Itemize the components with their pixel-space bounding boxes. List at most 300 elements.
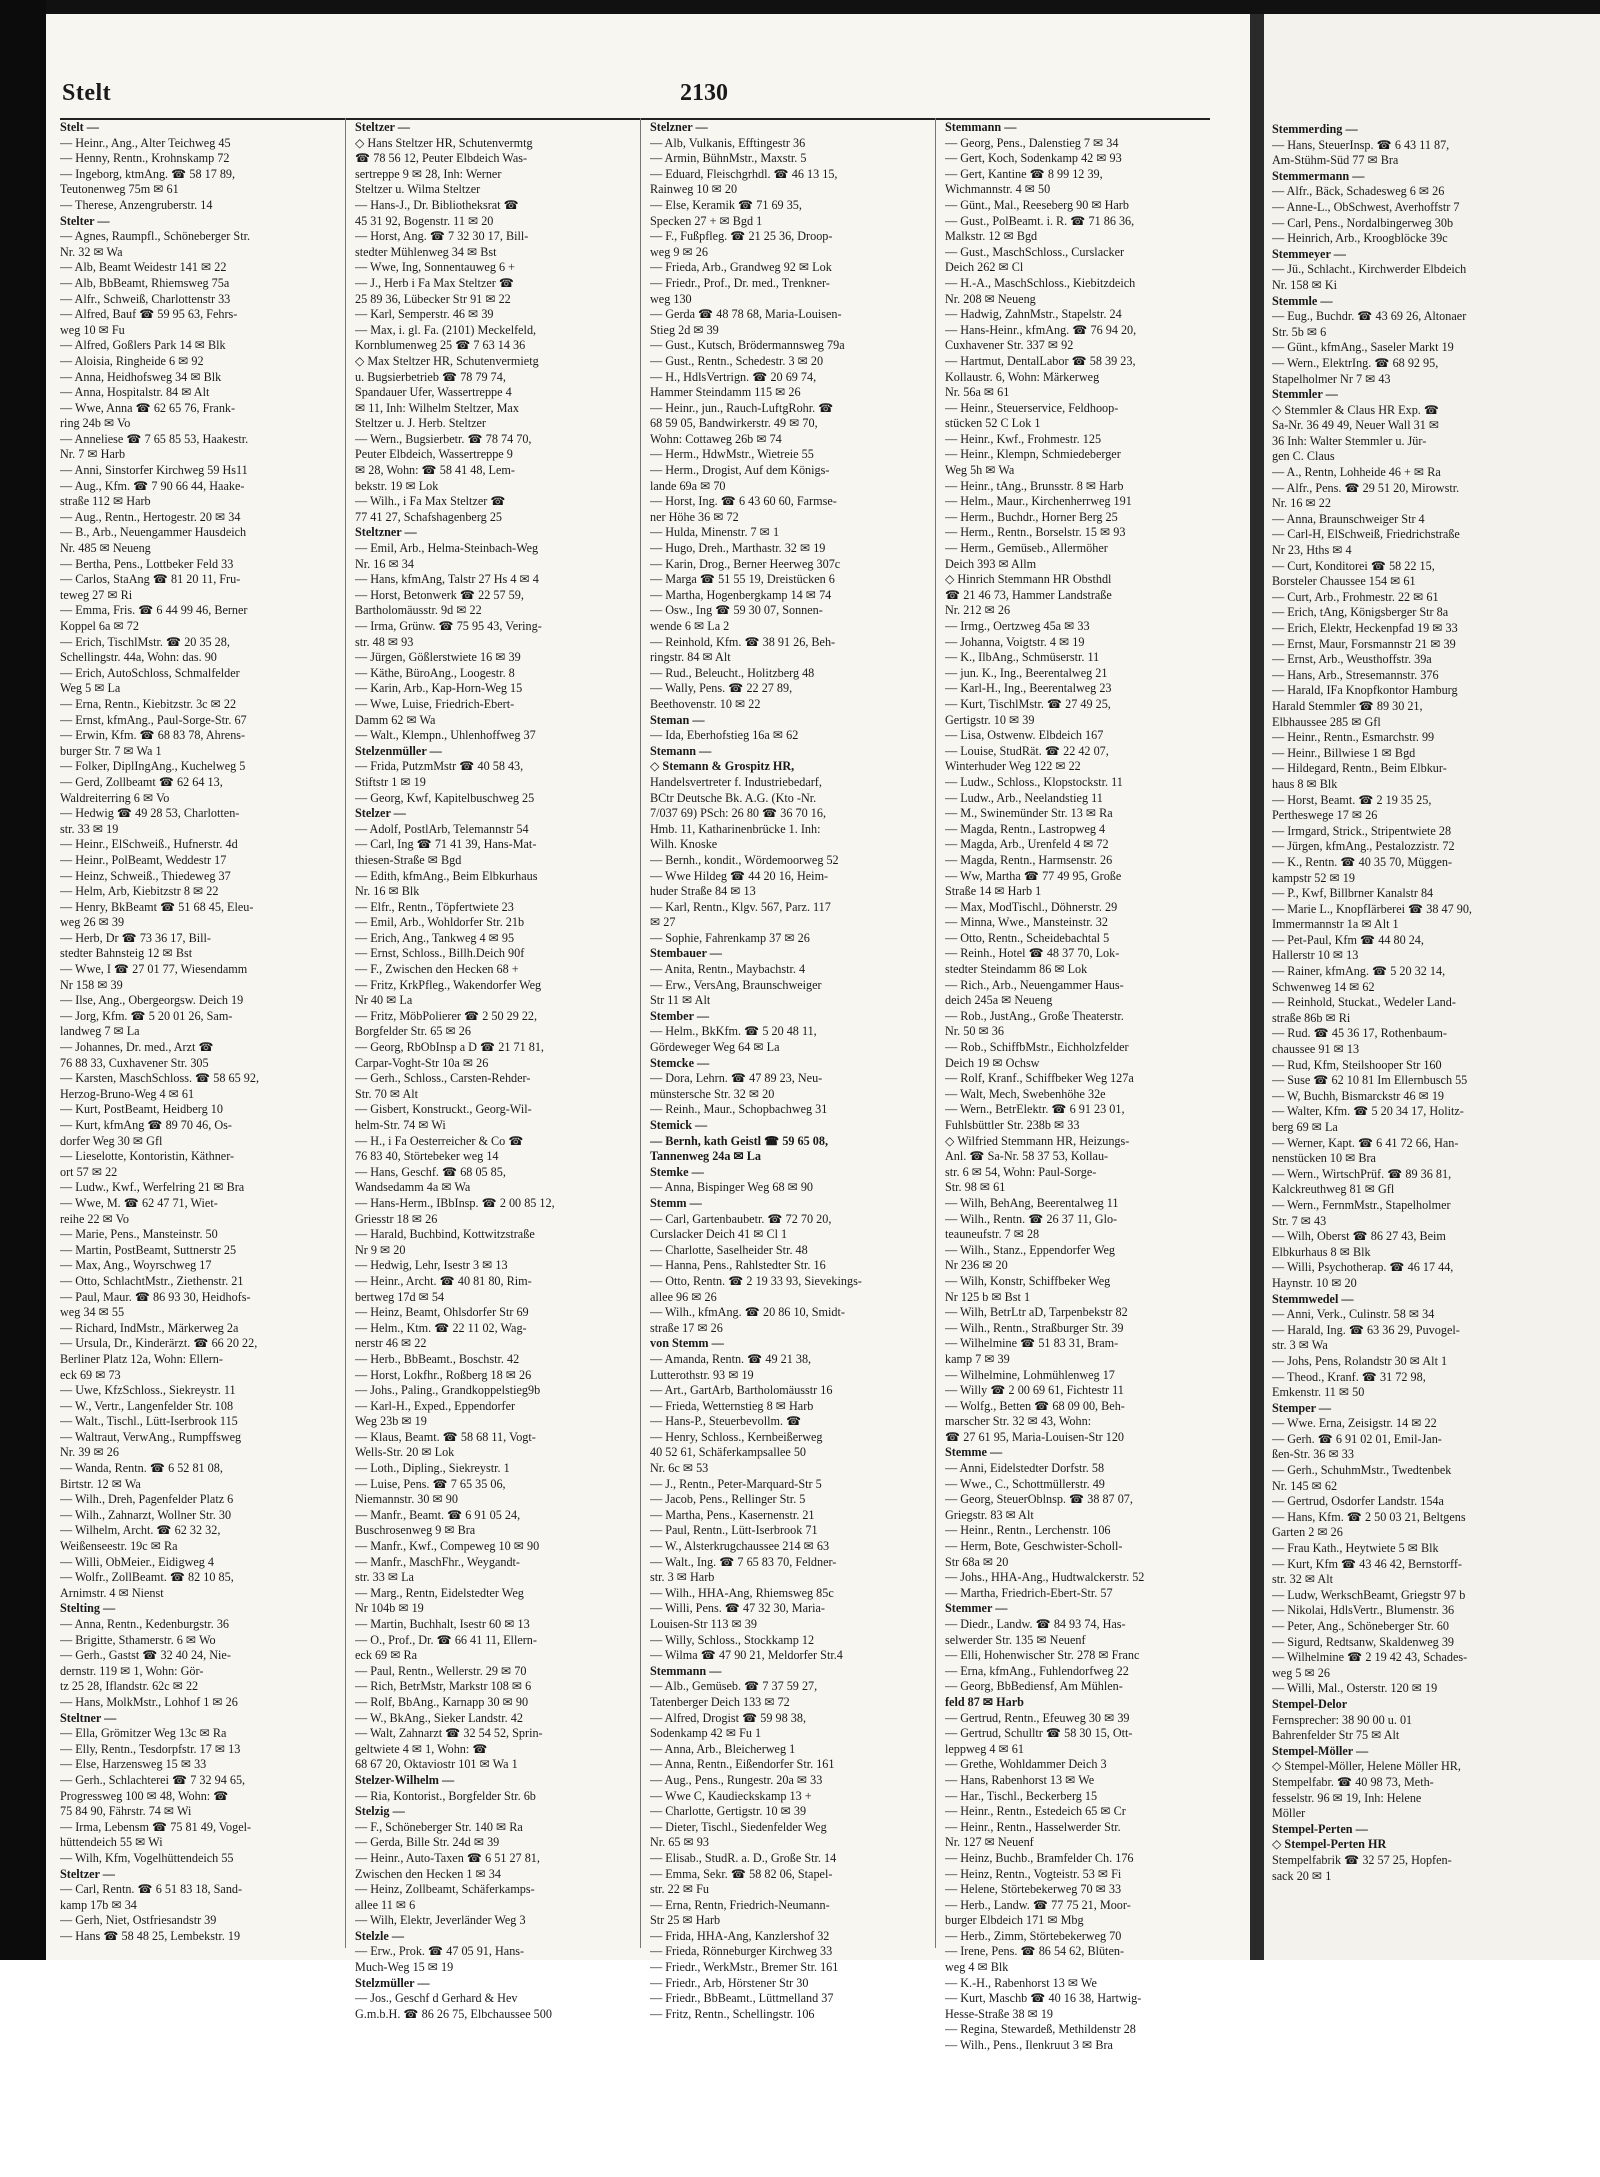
directory-entry: ringstr. 84 ✉ Alt xyxy=(650,650,731,665)
directory-entry: kampstr 52 ✉ 19 xyxy=(1272,870,1355,885)
directory-entry: chaussee 91 ✉ 13 xyxy=(1272,1042,1360,1057)
directory-entry: — Curt, Arb., Frohmestr. 22 ✉ 61 xyxy=(1272,589,1439,604)
directory-entry: — Rob., JustAng., Große Theaterstr. xyxy=(945,1008,1124,1023)
directory-entry: str. 3 ✉ Harb xyxy=(650,1570,715,1585)
directory-entry: — Charlotte, Saselheider Str. 48 xyxy=(650,1242,808,1257)
directory-entry: — Kurt, TischlMstr. ☎ 27 49 25, xyxy=(945,696,1111,711)
directory-entry: Nr. 65 ✉ 93 xyxy=(650,1835,709,1850)
directory-entry: Nr. 16 ✉ 22 xyxy=(1272,496,1331,511)
directory-entry: — W., Vertr., Langenfelder Str. 108 xyxy=(60,1398,234,1413)
directory-entry: — Heinr., Rentn., Lerchenstr. 106 xyxy=(945,1523,1111,1538)
directory-entry: — Herb., Landw. ☎ 77 75 21, Moor- xyxy=(945,1897,1131,1912)
directory-entry: — Wilh., Rentn. ☎ 26 37 11, Glo- xyxy=(945,1211,1118,1226)
directory-entry: nerstr 46 ✉ 22 xyxy=(355,1336,427,1351)
directory-entry: Winterhuder Weg 122 ✉ 22 xyxy=(945,759,1081,774)
directory-entry: — Rich, BetrMstr, Markstr 108 ✉ 6 xyxy=(355,1679,532,1694)
directory-entry: — jun. K., Ing., Beerentalweg 21 xyxy=(945,665,1108,680)
directory-entry: geltwiete 4 ✉ 1, Wohn: ☎ xyxy=(355,1741,488,1756)
directory-entry: — Helene, Störtebekerweg 70 ✉ 33 xyxy=(945,1882,1122,1897)
directory-entry: — Sigurd, Redtsanw, Skaldenweg 39 xyxy=(1272,1634,1455,1649)
surname-heading: Stemm — xyxy=(650,1195,702,1210)
column-rule xyxy=(935,118,936,1948)
directory-entry: Am-Stühm-Süd 77 ✉ Bra xyxy=(1272,153,1399,168)
directory-entry: — Ludw., Kwf., Werfelring 21 ✉ Bra xyxy=(60,1180,245,1195)
directory-entry: Nr. 50 ✉ 36 xyxy=(945,1024,1004,1039)
directory-entry: Str 11 ✉ Alt xyxy=(650,993,711,1008)
directory-entry: Nr. 485 ✉ Neueng xyxy=(60,541,151,556)
directory-entry: Stempelfabr. ☎ 40 98 73, Meth- xyxy=(1272,1774,1434,1789)
directory-entry: — Wilhelm, Archt. ☎ 62 32 32, xyxy=(60,1523,221,1538)
directory-entry: — Georg, SteuerOblnsp. ☎ 38 87 07, xyxy=(945,1492,1133,1507)
directory-entry: — Emil, Arb., Wohldorfer Str. 21b xyxy=(355,915,525,930)
directory-entry: — Karin, Arb., Kap-Horn-Weg 15 xyxy=(355,681,523,696)
directory-entry: — Hans ☎ 58 48 25, Lembekstr. 19 xyxy=(60,1928,241,1943)
directory-entry: Tannenweg 24a ✉ La xyxy=(650,1149,762,1164)
directory-entry: — Ella, Grömitzer Weg 13c ✉ Ra xyxy=(60,1726,227,1741)
directory-entry: — Adolf, PostlArb, Telemannstr 54 xyxy=(355,821,529,836)
directory-entry: münstersche Str. 32 ✉ 20 xyxy=(650,1086,775,1101)
directory-entry: — Carlos, StaAng ☎ 81 20 11, Fru- xyxy=(60,572,241,587)
directory-entry: — Horst, Lokfhr., Roßberg 18 ✉ 26 xyxy=(355,1367,532,1382)
directory-entry: — Wwe. Erna, Zeisigstr. 14 ✉ 22 xyxy=(1272,1416,1437,1431)
directory-entry: Griesstr 18 ✉ 26 xyxy=(355,1211,438,1226)
directory-entry: — Georg, RbObInsp a D ☎ 21 71 81, xyxy=(355,1040,544,1055)
directory-entry: Schellingstr. 44a, Wohn: das. 90 xyxy=(60,650,217,665)
directory-entry: — Karsten, MaschSchloss. ☎ 58 65 92, xyxy=(60,1071,259,1086)
directory-entry: — Magda, Rentn., Harmsenstr. 26 xyxy=(945,852,1113,867)
directory-entry: — Herm., Rentn., Borselstr. 15 ✉ 93 xyxy=(945,525,1126,540)
directory-entry: — Hildegard, Rentn., Beim Elbkur- xyxy=(1272,761,1447,776)
directory-entry: — H.-A., MaschSchloss., Kiebitzdeich xyxy=(945,275,1136,290)
directory-entry: Nr 9 ✉ 20 xyxy=(355,1242,406,1257)
directory-entry: sertreppe 9 ✉ 28, Inh: Werner xyxy=(355,166,502,181)
directory-entry: — Elfr., Rentn., Töpfertwiete 23 xyxy=(355,899,514,914)
directory-entry: hüttendeich 55 ✉ Wi xyxy=(60,1835,163,1850)
directory-entry: — Rud., Beleucht., Holitzberg 48 xyxy=(650,665,815,680)
directory-entry: — Erw., VersAng, Braunschweiger xyxy=(650,977,822,992)
directory-entry: — Wwe, M. ☎ 62 47 71, Wiet- xyxy=(60,1195,218,1210)
directory-entry: Nr 23, Hths ✉ 4 xyxy=(1272,543,1352,558)
directory-entry: — Johanna, Voigtstr. 4 ✉ 19 xyxy=(945,634,1085,649)
directory-entry: eck 69 ✉ Ra xyxy=(355,1648,417,1663)
directory-entry: — Paul, Rentn., Lütt-Iserbrook 71 xyxy=(650,1523,818,1538)
directory-entry: Nr. 56a ✉ 61 xyxy=(945,385,1010,400)
surname-heading: Stempel-Perten — xyxy=(1272,1821,1368,1836)
directory-entry: — Henny, Rentn., Krohnskamp 72 xyxy=(60,151,230,166)
directory-entry: — Magda, Rentn., Lastropweg 4 xyxy=(945,821,1106,836)
directory-entry: — Rich., Arb., Neuengammer Haus- xyxy=(945,977,1124,992)
directory-entry: berg 69 ✉ La xyxy=(1272,1120,1338,1134)
directory-entry: — Carl, Rentn. ☎ 6 51 83 18, Sand- xyxy=(60,1882,243,1897)
directory-entry: — Elisab., StudR. a. D., Große Str. 14 xyxy=(650,1850,837,1865)
directory-entry: Teutonenweg 75m ✉ 61 xyxy=(60,182,179,197)
directory-entry: — Karl, Rentn., Klgv. 567, Parz. 117 xyxy=(650,899,831,914)
directory-entry: — Heinr., Billwiese 1 ✉ Bgd xyxy=(1272,745,1416,760)
directory-entry: — Bernh., kondit., Wördemoorweg 52 xyxy=(650,852,839,867)
directory-entry: — Georg, BbBediensf, Am Mühlen- xyxy=(945,1679,1123,1694)
directory-entry: — Heinr., jun., Rauch-LuftgRohr. ☎ xyxy=(650,400,834,415)
directory-entry: — Fritz, KrkPfleg., Wakendorfer Weg xyxy=(355,977,542,992)
directory-entry: dernstr. 119 ✉ 1, Wohn: Gör- xyxy=(60,1663,204,1678)
surname-heading: Stempel-Möller — xyxy=(1272,1743,1369,1758)
directory-entry: — Walt, Zahnarzt ☎ 32 54 52, Sprin- xyxy=(355,1726,543,1741)
directory-entry: u. Bugsierbetrieb ☎ 78 79 74, xyxy=(355,369,506,384)
directory-entry: weg 34 ✉ 55 xyxy=(60,1305,125,1320)
surname-heading: Stemper — xyxy=(1272,1400,1332,1415)
directory-entry: — Wilh., kfmAng. ☎ 20 86 10, Smidt- xyxy=(650,1305,845,1320)
directory-entry: — Georg, Pens., Dalenstieg 7 ✉ 34 xyxy=(945,135,1119,150)
directory-entry: — Hans-J., Dr. Bibliotheksrat ☎ xyxy=(355,197,519,212)
directory-entry: Much-Weg 15 ✉ 19 xyxy=(355,1960,454,1975)
directory-entry: — Aug., Kfm. ☎ 7 90 66 44, Haake- xyxy=(60,478,245,493)
directory-entry: ✉ 28, Wohn: ☎ 58 41 48, Lem- xyxy=(355,463,515,478)
directory-entry: 25 89 36, Lübecker Str 91 ✉ 22 xyxy=(355,291,511,306)
directory-entry: ◇ Max Steltzer HR, Schutenvermietg xyxy=(355,353,539,368)
directory-entry: — J., Herb i Fa Max Steltzer ☎ xyxy=(355,275,515,290)
directory-entry: — Herm, Bote, Geschwister-Scholl- xyxy=(945,1539,1123,1554)
directory-entry: — Erich, Elektr, Heckenpfad 19 ✉ 33 xyxy=(1272,621,1458,635)
surname-heading: Stemcke — xyxy=(650,1055,710,1070)
directory-entry: — Herm., Buchdr., Horner Berg 25 xyxy=(945,509,1118,524)
directory-entry: straße 17 ✉ 26 xyxy=(650,1320,723,1335)
directory-entry: — Gerh., SchuhmMstr., Twedtenbek xyxy=(1272,1463,1452,1478)
directory-entry: Str. 5b ✉ 6 xyxy=(1272,324,1327,339)
directory-entry: Nr. 7 ✉ Harb xyxy=(60,447,126,462)
directory-entry: — Helm., Ktm. ☎ 22 11 02, Wag- xyxy=(355,1320,527,1335)
directory-entry: — F., Zwischen den Hecken 68 + xyxy=(355,962,519,977)
directory-entry: Kornblumenweg 25 ☎ 7 63 14 36 xyxy=(355,338,526,353)
directory-entry: — Fritz, MöbPolierer ☎ 2 50 29 22, xyxy=(355,1008,538,1023)
directory-entry: 36 Inh: Walter Stemmler u. Jür- xyxy=(1272,433,1427,448)
directory-entry: — H., i Fa Oesterreicher & Co ☎ xyxy=(355,1133,524,1148)
directory-entry: — Hedwig, Lehr, Isestr 3 ✉ 13 xyxy=(355,1258,508,1273)
directory-entry: — Lieselotte, Kontoristin, Käthner- xyxy=(60,1149,235,1164)
directory-entry: — Wilh, BetrLtr aD, Tarpenbekstr 82 xyxy=(945,1305,1128,1320)
directory-entry: — Rolf, BbAng., Karnapp 30 ✉ 90 xyxy=(355,1694,529,1709)
surname-heading: Stemmer — xyxy=(945,1601,1008,1616)
directory-entry: — Harald, Buchbind, Kottwitzstraße xyxy=(355,1227,535,1242)
surname-heading: Stemmeyer — xyxy=(1272,246,1346,261)
directory-entry: — Wally, Pens. ☎ 22 27 89, xyxy=(650,681,793,696)
directory-entry: bertweg 17d ✉ 54 xyxy=(355,1289,445,1304)
directory-entry: Koppel 6a ✉ 72 xyxy=(60,619,139,633)
column-rule xyxy=(640,118,641,1948)
directory-entry: — Helm., BkKfm. ☎ 5 20 48 11, xyxy=(650,1024,817,1039)
directory-entry: sack 20 ✉ 1 xyxy=(1272,1868,1332,1883)
directory-entry: Deich 262 ✉ Cl xyxy=(945,260,1024,275)
directory-entry: — Gerh, Niet, Ostfriesandstr 39 xyxy=(60,1913,217,1928)
directory-entry: landweg 7 ✉ La xyxy=(60,1024,140,1039)
directory-entry: — Erich, Ang., Tankweg 4 ✉ 95 xyxy=(355,930,515,945)
directory-entry: — Ernst, Schloss., Billh.Deich 90f xyxy=(355,946,525,961)
directory-entry: — F., Fußpfleg. ☎ 21 25 36, Droop- xyxy=(650,229,833,244)
directory-entry: — Erich, tAng, Königsberger Str 8a xyxy=(1272,605,1449,620)
directory-entry: — Alfred, Bauf ☎ 59 95 63, Fehrs- xyxy=(60,307,238,322)
directory-entry: — Peter, Ang., Schöneberger Str. 60 xyxy=(1272,1619,1449,1633)
directory-entry: — W, Buchh, Bismarckstr 46 ✉ 19 xyxy=(1272,1088,1445,1103)
directory-entry: — J., Rentn., Peter-Marquard-Str 5 xyxy=(650,1476,822,1491)
directory-entry: — Hans-Herm., IBbInsp. ☎ 2 00 85 12, xyxy=(355,1195,555,1210)
directory-entry: Zwischen den Hecken 1 ✉ 34 xyxy=(355,1866,501,1881)
directory-entry: Bartholomäusstr. 9d ✉ 22 xyxy=(355,603,482,618)
directory-entry: — Waltraut, VerwAng., Rumpffsweg xyxy=(60,1429,242,1444)
directory-entry: Harald Stemmler ☎ 89 30 21, xyxy=(1272,698,1423,713)
directory-column-3 xyxy=(650,120,922,2022)
directory-entry: — Martha, Friedrich-Ebert-Str. 57 xyxy=(945,1585,1113,1600)
directory-entry: ✉ 11, Inh: Wilhelm Steltzer, Max xyxy=(355,400,519,415)
directory-entry: wende 6 ✉ La 2 xyxy=(650,619,730,633)
directory-entry: 68 67 20, Oktaviostr 101 ✉ Wa 1 xyxy=(355,1757,518,1772)
directory-entry: Str. 7 ✉ 43 xyxy=(1272,1213,1327,1228)
directory-entry: — Karl-H., Exped., Eppendorfer xyxy=(355,1398,516,1413)
directory-entry: — Dora, Lehrn. ☎ 47 89 23, Neu- xyxy=(650,1071,823,1086)
directory-entry: Buschrosenweg 9 ✉ Bra xyxy=(355,1523,476,1538)
surname-heading: Steltzner — xyxy=(355,525,417,540)
directory-entry: — Wilh, Kfm, Vogelhüttendeich 55 xyxy=(60,1850,234,1865)
surname-heading: Stemann — xyxy=(650,743,712,758)
directory-entry: Specken 27 + ✉ Bgd 1 xyxy=(650,213,763,228)
directory-entry: Straße 14 ✉ Harb 1 xyxy=(945,884,1042,899)
directory-entry: kamp 7 ✉ 39 xyxy=(945,1351,1010,1366)
directory-entry: — Alb., Gemüseb. ☎ 7 37 59 27, xyxy=(650,1679,818,1694)
directory-entry: weg 9 ✉ 26 xyxy=(650,244,708,259)
directory-entry: — Dieter, Tischl., Siedenfelder Weg xyxy=(650,1819,827,1834)
directory-entry: 45 31 92, Bogenstr. 11 ✉ 20 xyxy=(355,213,494,228)
directory-entry: — Anna, Rentn., Eißendorfer Str. 161 xyxy=(650,1757,835,1772)
surname-heading: Stemmwedel — xyxy=(1272,1291,1354,1306)
directory-entry: — Johs, Pens, Rolandstr 30 ✉ Alt 1 xyxy=(1272,1353,1448,1368)
directory-entry: — Willy, Schloss., Stockkamp 12 xyxy=(650,1632,815,1647)
directory-entry: — Rob., SchiffbMstr., Eichholzfelder xyxy=(945,1040,1129,1055)
directory-entry: Fuhlsbüttler Str. 238b ✉ 33 xyxy=(945,1118,1080,1132)
directory-entry: Arnimstr. 4 ✉ Nienst xyxy=(60,1585,164,1600)
directory-entry: — Marg., Rentn, Eidelstedter Weg xyxy=(355,1585,524,1600)
directory-entry: — Fritz, Rentn., Schellingstr. 106 xyxy=(650,2006,815,2021)
directory-entry: Nr. 32 ✉ Wa xyxy=(60,244,123,259)
directory-entry: — Wilh, Oberst ☎ 86 27 43, Beim xyxy=(1272,1229,1446,1244)
directory-entry: Niemannstr. 30 ✉ 90 xyxy=(355,1492,458,1507)
directory-entry: Carpar-Voght-Str 10a ✉ 26 xyxy=(355,1055,489,1070)
column-rule xyxy=(345,118,346,1948)
directory-entry: — Reinhold, Kfm. ☎ 38 91 26, Beh- xyxy=(650,634,836,649)
directory-entry: — Aloisia, Ringheide 6 ✉ 92 xyxy=(60,353,204,368)
directory-entry: — Jos., Geschf d Gerhard & Hev xyxy=(355,1991,518,2006)
directory-entry: — Wilh., Rentn., Straßburger Str. 39 xyxy=(945,1320,1124,1335)
directory-entry: selwerder Str. 135 ✉ Neuenf xyxy=(945,1632,1086,1647)
directory-entry: — Ernst, Arb., Weusthoffstr. 39a xyxy=(1272,652,1432,667)
directory-entry: Herzog-Bruno-Weg 4 ✉ 61 xyxy=(60,1086,195,1101)
directory-entry: Steltzer u. Wilma Steltzer xyxy=(355,182,481,197)
directory-entry: burger Elbdeich 171 ✉ Mbg xyxy=(945,1913,1084,1928)
directory-entry: — Alb, BbBeamt, Rhiemsweg 75a xyxy=(60,275,230,290)
directory-entry: — Gertrud, Schulltr ☎ 58 30 15, Ott- xyxy=(945,1726,1133,1741)
page-header xyxy=(60,70,1210,120)
surname-heading: Stemmermann — xyxy=(1272,168,1365,183)
directory-entry: — Emma, Sekr. ☎ 58 82 06, Stapel- xyxy=(650,1866,833,1881)
directory-entry: weg 130 xyxy=(650,291,692,306)
directory-entry: Birtstr. 12 ✉ Wa xyxy=(60,1476,141,1491)
directory-entry: Nr. 145 ✉ 62 xyxy=(1272,1478,1338,1493)
directory-entry: — Wern., ElektrIng. ☎ 68 92 95, xyxy=(1272,355,1439,370)
directory-entry: Handelsvertreter f. Industriebedarf, xyxy=(650,774,822,789)
directory-entry: — Else, Keramik ☎ 71 69 35, xyxy=(650,197,802,212)
directory-entry: — Friedr., WerkMstr., Bremer Str. 161 xyxy=(650,1960,839,1975)
directory-entry: — Otto, SchlachtMstr., Ziethenstr. 21 xyxy=(60,1273,244,1288)
directory-entry: — Ria, Kontorist., Borgfelder Str. 6b xyxy=(355,1788,536,1803)
directory-entry: Berliner Platz 12a, Wohn: Ellern- xyxy=(60,1351,223,1366)
directory-entry: Wandsedamm 4a ✉ Wa xyxy=(355,1180,471,1195)
directory-entry: — Agnes, Raumpfl., Schöneberger Str. xyxy=(60,229,251,244)
directory-entry: — Wwe., C., Schottmüllerstr. 49 xyxy=(945,1476,1105,1491)
surname-heading: Stelt — xyxy=(60,120,99,134)
directory-entry: ◇ Stempel-Perten HR xyxy=(1272,1837,1387,1852)
directory-entry: ßen-Str. 36 ✉ 33 xyxy=(1272,1447,1354,1462)
directory-entry: — Gust., Rentn., Schedestr. 3 ✉ 20 xyxy=(650,353,824,368)
directory-entry: — Marga ☎ 51 55 19, Dreistücken 6 xyxy=(650,572,835,587)
surname-heading: Stemmann — xyxy=(650,1663,722,1678)
directory-entry: — Jürgen, Gößlerstwiete 16 ✉ 39 xyxy=(355,650,521,665)
surname-heading: von Stemm — xyxy=(650,1336,724,1351)
directory-entry: — Walt., Klempn., Uhlenhoffweg 37 xyxy=(355,728,536,743)
directory-entry: — Hans, MolkMstr., Lohhof 1 ✉ 26 xyxy=(60,1694,238,1709)
directory-entry: — Rainer, kfmAng. ☎ 5 20 32 14, xyxy=(1272,964,1446,979)
directory-entry: Curslacker Deich 41 ✉ Cl 1 xyxy=(650,1227,788,1242)
directory-entry: — Manfr., Beamt. ☎ 6 91 05 24, xyxy=(355,1507,521,1522)
directory-entry: — Aug., Rentn., Hertogestr. 20 ✉ 34 xyxy=(60,509,241,524)
directory-entry: ner Höhe 36 ✉ 72 xyxy=(650,509,739,524)
directory-entry: — Erna, Rentn, Friedrich-Neumann- xyxy=(650,1897,830,1912)
directory-entry: — Hanna, Pens., Rahlstedter Str. 16 xyxy=(650,1258,826,1273)
directory-entry: — Heinrich, Arb., Kroogblöcke 39c xyxy=(1272,231,1448,246)
directory-entry: — Hedwig ☎ 49 28 53, Charlotten- xyxy=(60,806,240,821)
surname-heading: Stemmler — xyxy=(1272,387,1338,402)
directory-entry: Hesse-Straße 38 ✉ 19 xyxy=(945,2006,1054,2021)
directory-entry: — Ingeborg, ktmAng. ☎ 58 17 89, xyxy=(60,166,236,181)
directory-entry: — Suse ☎ 62 10 81 Im Ellernbusch 55 xyxy=(1272,1073,1468,1088)
directory-entry: — Kurt, kfmAng ☎ 89 70 46, Os- xyxy=(60,1118,232,1132)
directory-entry: allee 11 ✉ 6 xyxy=(355,1897,416,1912)
directory-entry: — Johs., HHA-Ang., Hudtwalckerstr. 52 xyxy=(945,1570,1145,1585)
directory-column-1 xyxy=(60,120,332,1944)
directory-entry: Stieg 2d ✉ 39 xyxy=(650,322,719,337)
directory-entry: haus 8 ✉ Blk xyxy=(1272,776,1338,791)
directory-entry: Garten 2 ✉ 26 xyxy=(1272,1525,1343,1540)
directory-entry: Str 68a ✉ 20 xyxy=(945,1554,1009,1569)
directory-entry: — Hartmut, DentalLabor ☎ 58 39 23, xyxy=(945,353,1136,368)
directory-entry: — Alfred, Drogist ☎ 59 98 38, xyxy=(650,1710,807,1725)
directory-entry: — Karin, Drog., Berner Heerweg 307c xyxy=(650,556,841,571)
directory-entry: — Anna, Rentn., Kedenburgstr. 36 xyxy=(60,1617,230,1631)
directory-entry: Steltzer u. J. Herb. Steltzer xyxy=(355,416,486,431)
directory-entry: — Karl-H., Ing., Beerentalweg 23 xyxy=(945,681,1112,696)
directory-entry: — Johs., Paling., Grandkoppelstieg9b xyxy=(355,1383,541,1398)
directory-entry: weg 5 ✉ 26 xyxy=(1272,1665,1330,1680)
directory-entry: — Gust., MaschSchloss., Curslacker xyxy=(945,244,1125,259)
directory-entry: — Gerh., Schlachterei ☎ 7 32 94 65, xyxy=(60,1772,246,1787)
directory-entry: Rainweg 10 ✉ 20 xyxy=(650,182,738,197)
directory-entry: Spandauer Ufer, Wassertreppe 4 xyxy=(355,385,512,400)
surname-heading: Stemmle — xyxy=(1272,293,1333,308)
directory-entry: — Walt., Tischl., Lütt-Iserbrook 115 xyxy=(60,1414,238,1429)
directory-entry: — Hans, Kfm. ☎ 2 50 03 21, Beltgens xyxy=(1272,1509,1466,1524)
directory-entry: — Bertha, Pens., Lottbeker Feld 33 xyxy=(60,556,234,571)
directory-entry: Sa-Nr. 36 49 49, Neuer Wall 31 ✉ xyxy=(1272,418,1440,433)
directory-entry: — Else, Harzensweg 15 ✉ 33 xyxy=(60,1757,207,1772)
directory-entry: — Heinr., Rentn., Estedeich 65 ✉ Cr xyxy=(945,1804,1126,1819)
directory-entry: — Willy ☎ 2 00 69 61, Fichtestr 11 xyxy=(945,1383,1124,1398)
directory-entry: — Jorg, Kfm. ☎ 5 20 01 26, Sam- xyxy=(60,1008,233,1023)
directory-entry: — Wilh, BehAng, Beerentalweg 11 xyxy=(945,1195,1119,1210)
surname-heading: Stelzle — xyxy=(355,1928,405,1943)
directory-entry: — Folker, DiplIngAng., Kuchelweg 5 xyxy=(60,759,246,774)
directory-entry: huder Straße 84 ✉ 13 xyxy=(650,884,756,899)
directory-entry: Cuxhavener Str. 337 ✉ 92 xyxy=(945,338,1074,353)
directory-entry: — Herm., Drogist, Auf dem Königs- xyxy=(650,463,830,478)
directory-entry: — Wilma ☎ 47 90 21, Meldorfer Str.4 xyxy=(650,1648,843,1663)
directory-entry: stücken 52 C Lok 1 xyxy=(945,416,1041,431)
directory-entry: Tatenberger Deich 133 ✉ 72 xyxy=(650,1694,790,1709)
directory-entry: Hmb. 11, Katharinenbrücke 1. Inh: xyxy=(650,821,821,836)
directory-entry: — Carl-H, ElSchweiß, Friedrichstraße xyxy=(1272,527,1460,542)
directory-entry: — Heinz, Rentn., Vogteistr. 53 ✉ Fi xyxy=(945,1866,1122,1881)
surname-heading: Stemme — xyxy=(945,1445,1003,1460)
directory-entry: — Heinr., tAng., Brunsstr. 8 ✉ Harb xyxy=(945,478,1124,493)
directory-entry: — Willi, ObMeier., Eidigweg 4 xyxy=(60,1554,214,1569)
directory-entry: — Rud. ☎ 45 36 17, Rothenbaum- xyxy=(1272,1026,1447,1041)
directory-entry: — Alfr., Schweiß, Charlottenstr 33 xyxy=(60,291,231,306)
directory-entry: — F., Schöneberger Str. 140 ✉ Ra xyxy=(355,1819,523,1834)
directory-entry: — Gisbert, Konstruckt., Georg-Wil- xyxy=(355,1102,532,1117)
directory-entry: thiesen-Straße ✉ Bgd xyxy=(355,852,462,867)
directory-entry: — Wilh, Elektr, Jeverländer Weg 3 xyxy=(355,1913,526,1928)
directory-entry: — Ilse, Ang., Obergeorgsw. Deich 19 xyxy=(60,993,244,1008)
directory-entry: — Harald, IFa Knopfkontor Hamburg xyxy=(1272,683,1458,698)
directory-entry: Weg 5h ✉ Wa xyxy=(945,463,1015,478)
directory-entry: — Anna, Braunschweiger Str 4 xyxy=(1272,511,1425,526)
directory-entry: — Gust., Kutsch, Brödermannsweg 79a xyxy=(650,338,845,353)
directory-entry: — Louise, StudRät. ☎ 22 42 07, xyxy=(945,743,1109,758)
directory-entry: — Wilh., i Fa Max Steltzer ☎ xyxy=(355,494,506,509)
directory-entry: — Alfr., Bäck, Schadesweg 6 ✉ 26 xyxy=(1272,184,1445,199)
directory-entry: — Regina, Stewardeß, Methildenstr 28 xyxy=(945,2022,1136,2037)
directory-entry: ring 24b ✉ Vo xyxy=(60,416,131,431)
directory-entry: — Hans, kfmAng, Talstr 27 Hs 4 ✉ 4 xyxy=(355,572,539,587)
directory-entry: allee 96 ✉ 26 xyxy=(650,1289,717,1304)
directory-entry: Elbkurhaus 8 ✉ Blk xyxy=(1272,1244,1371,1259)
directory-entry: — Horst, Ing. ☎ 6 43 60 60, Farmse- xyxy=(650,494,837,509)
directory-entry: Hallerstr 10 ✉ 13 xyxy=(1272,948,1359,963)
directory-entry: — Heinz, Schweiß., Thiedeweg 37 xyxy=(60,868,231,883)
surname-heading: Stelter — xyxy=(60,213,110,228)
directory-entry: — Heinr., Ang., Alter Teichweg 45 xyxy=(60,135,231,150)
directory-entry: — Horst, Ang. ☎ 7 32 30 17, Bill- xyxy=(355,229,529,244)
directory-entry: Gördeweger Weg 64 ✉ La xyxy=(650,1040,780,1055)
directory-entry: — Sophie, Fahrenkamp 37 ✉ 26 xyxy=(650,930,810,945)
directory-entry: — Gerd, Zollbeamt ☎ 62 64 13, xyxy=(60,774,223,789)
directory-entry: — Helm., Maur., Kirchenherrweg 191 xyxy=(945,494,1132,509)
directory-entry: — Anne-L., ObSchwest, Averhoffstr 7 xyxy=(1272,199,1460,214)
directory-entry: gen C. Claus xyxy=(1272,449,1335,464)
directory-entry: — A., Rentn, Lohheide 46 + ✉ Ra xyxy=(1272,465,1441,480)
directory-entry: — Jü., Schlacht., Kirchwerder Elbdeich xyxy=(1272,262,1467,277)
directory-entry: ☎ 21 46 73, Hammer Landstraße xyxy=(945,587,1112,602)
directory-entry: — Hans-Heinr., kfmAng. ☎ 76 94 20, xyxy=(945,322,1137,337)
directory-entry: — Alfr., Pens. ☎ 29 51 20, Mirowstr. xyxy=(1272,480,1460,495)
directory-entry: — Walt, Mech, Swebenhöhe 32e xyxy=(945,1086,1106,1101)
directory-entry: — Gert, Koch, Sodenkamp 42 ✉ 93 xyxy=(945,151,1122,166)
directory-entry: — Helm, Arb, Kiebitzstr 8 ✉ 22 xyxy=(60,884,219,899)
directory-entry: 7/037 69) PSch: 26 80 ☎ 36 70 16, xyxy=(650,806,826,821)
